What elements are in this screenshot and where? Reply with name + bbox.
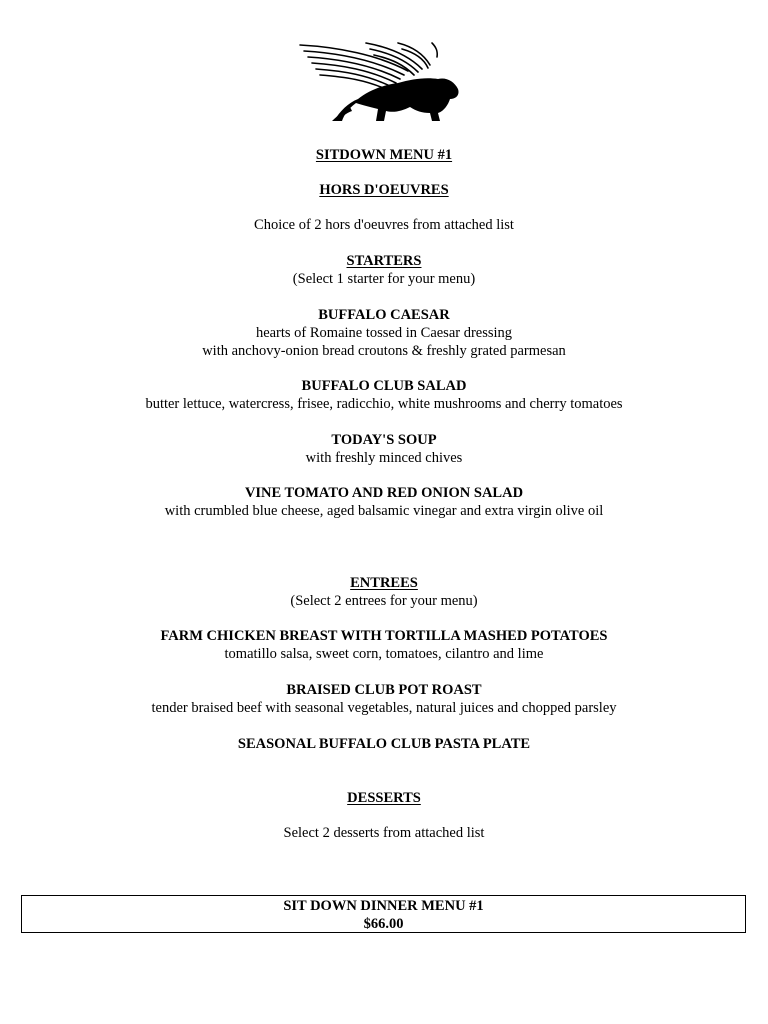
price-box-title: SIT DOWN DINNER MENU #1 (283, 898, 484, 914)
menu-title: SITDOWN MENU #1 (315, 147, 453, 163)
entrees-heading: ENTREES (350, 575, 418, 591)
starter-item-name: VINE TOMATO AND RED ONION SALAD (244, 485, 524, 501)
starter-item-desc: with anchovy-onion bread croutons & freshly grated parmesan (202, 343, 566, 359)
entree-item-name: SEASONAL BUFFALO CLUB PASTA PLATE (237, 736, 531, 752)
starter-item-name: BUFFALO CAESAR (318, 307, 450, 323)
entrees-note: (Select 2 entrees for your menu) (290, 593, 478, 609)
price-box (21, 895, 746, 933)
entree-item-desc: tender braised beef with seasonal vegetables, natural juices and chopped parsley (151, 700, 617, 716)
entree-item-name: FARM CHICKEN BREAST WITH TORTILLA MASHED POTATOES (160, 628, 608, 644)
desserts-heading: DESSERTS (347, 790, 421, 806)
entree-item-desc: tomatillo salsa, sweet corn, tomatoes, cilantro and lime (224, 646, 544, 662)
entree-item-name: BRAISED CLUB POT ROAST (286, 682, 482, 698)
winged-buffalo-logo (298, 41, 462, 123)
hors-doeuvres-note: Choice of 2 hors d'oeuvres from attached list (254, 217, 514, 233)
starter-item-name: BUFFALO CLUB SALAD (301, 378, 467, 394)
starter-item-desc: hearts of Romaine tossed in Caesar dressing (255, 325, 513, 341)
starters-note: (Select 1 starter for your menu) (292, 271, 476, 287)
price-box-price: $66.00 (363, 916, 404, 932)
starter-item-desc: with crumbled blue cheese, aged balsamic vinegar and extra virgin olive oil (164, 503, 604, 519)
starter-item-name: TODAY'S SOUP (331, 432, 437, 448)
starters-heading: STARTERS (346, 253, 422, 269)
desserts-note: Select 2 desserts from attached list (283, 825, 485, 841)
hors-doeuvres-heading: HORS D'OEUVRES (319, 182, 449, 198)
starter-item-desc: butter lettuce, watercress, frisee, radicchio, white mushrooms and cherry tomatoes (145, 396, 623, 412)
starter-item-desc: with freshly minced chives (305, 450, 463, 466)
